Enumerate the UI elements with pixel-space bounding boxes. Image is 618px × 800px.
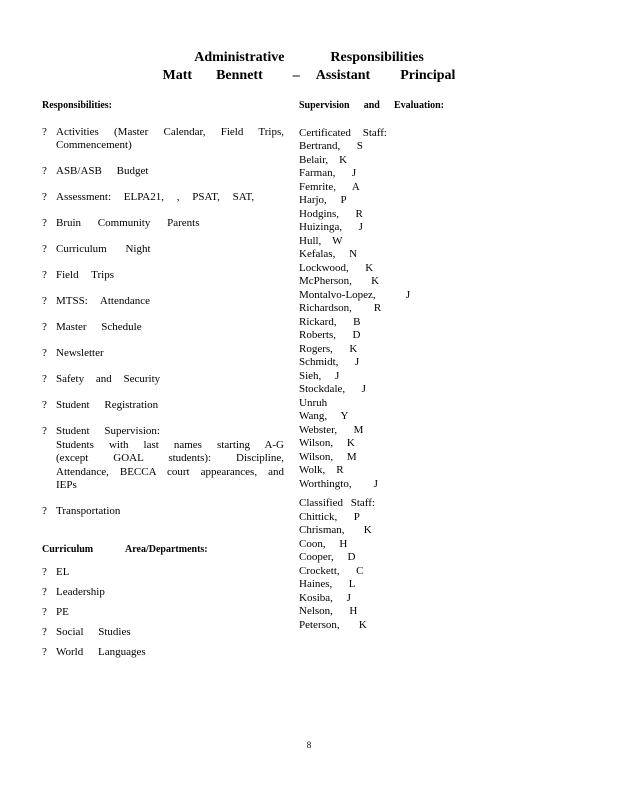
list-item-text: Student Supervision: [56,425,160,437]
staff-name: Haines, L [299,578,356,590]
bullet-icon: ? [42,191,47,203]
list-item [42,399,284,413]
supervision-heading [299,99,444,113]
supervision-line: Attendance, BECCA court appearances, and [56,465,284,478]
list-item [42,295,284,309]
staff-name: Stockdale, J [299,383,366,395]
bullet-icon: ? [42,295,47,307]
list-item [42,217,284,231]
supervision-line: IEPs [56,479,77,491]
staff-name: Coon, H [299,537,348,550]
staff-name: Huizinga, J [299,221,363,233]
bullet-icon: ? [42,626,47,638]
classified-staff-list [299,511,449,633]
certificated-staff-label: Certificated Staff: [299,126,387,139]
staff-name: Harjo, P [299,194,347,206]
title-line-1 [0,50,618,66]
title-word: Bennett [216,68,263,83]
list-item-text: Transportation [56,505,121,517]
title-word: Assistant [315,68,371,83]
list-item [42,425,284,493]
list-item [42,646,284,660]
staff-name: Wilson, K [299,437,355,449]
classified-staff-label: Classified Staff: [299,497,375,509]
bullet-icon: ? [42,606,47,618]
staff-name: Rickard, B [299,315,361,328]
staff-name: Unruh [299,396,328,409]
staff-name: Richardson, R [299,302,382,314]
list-item [42,505,284,519]
bullet-icon: ? [42,399,47,411]
bullet-icon: ? [42,373,47,385]
bullet-icon: ? [42,586,47,598]
staff-name: Worthingto, J [299,477,378,490]
title-word: Principal [400,68,456,83]
staff-name: Nelson, H [299,605,358,617]
page-number: 8 [306,740,312,750]
list-item-text: EL [56,566,70,578]
title-word: Responsibilities [330,50,424,65]
staff-name: Schmidt, J [299,356,360,368]
list-item-text: Activities (Master Calendar, Field Trips, [56,125,284,138]
curriculum-heading: Curriculum Area/Departments: [42,543,208,555]
list-item [42,606,284,620]
staff-name: Crockett, C [299,564,364,577]
staff-name: McPherson, K [299,275,380,287]
bullet-icon: ? [42,566,47,578]
bullet-icon: ? [42,125,47,138]
bullet-icon: ? [42,321,47,333]
list-item [42,626,284,640]
certificated-staff-list [299,140,449,491]
list-item [42,373,284,387]
list-item [42,269,284,283]
staff-name: Belair, K [299,153,348,166]
list-item-text: Bruin Community Parents [56,217,200,229]
title-line-2 [0,68,618,84]
list-item-text: Field Trips [56,269,114,281]
staff-name: Webster, M [299,423,364,436]
staff-name: Chittick, P [299,510,360,523]
list-item-text-cont: Commencement) [56,139,132,151]
list-item-text: Safety and Security [56,373,161,385]
staff-name: Cooper, D [299,551,356,563]
list-item-text: Master Schedule [56,321,142,333]
staff-name: Rogers, K [299,342,358,355]
bullet-icon: ? [42,165,47,177]
staff-name: Kosiba, J [299,591,351,604]
list-item [42,321,284,335]
staff-name: Femrite, A [299,180,360,193]
list-item-text: Leadership [56,586,105,598]
list-item [42,243,284,257]
list-item-text: Assessment: ELPA21, , PSAT, SAT, [56,191,255,203]
supervision-line: (except GOAL students): Discipline, [56,452,284,464]
list-item-text: MTSS: Attendance [56,295,151,307]
list-item-text: Student Registration [56,399,159,411]
staff-name: Bertrand, S [299,140,363,152]
list-item [42,586,284,600]
bullet-icon: ? [42,269,47,281]
heading-word: Evaluation: [393,100,444,111]
title-word: Matt [162,68,193,83]
supervision-line: Students with last names starting A-G [56,438,284,451]
heading-word: Supervision [299,100,350,111]
staff-name: Kefalas, N [299,248,358,260]
list-item [42,126,284,153]
supervision-column [299,99,449,632]
list-item-text: Curriculum Night [56,243,151,255]
staff-name: Wilson, M [299,450,357,463]
list-item [42,165,284,179]
staff-name: Wolk, R [299,464,344,476]
staff-name: Roberts, D [299,329,361,341]
list-item [42,566,284,580]
bullet-icon: ? [42,505,47,517]
bullet-icon: ? [42,646,47,658]
staff-name: Peterson, K [299,618,367,631]
title-word: Administrative [194,50,285,65]
responsibilities-column [42,99,284,666]
list-item-text: PE [56,606,69,618]
list-item-text: World Languages [56,646,146,658]
staff-name: Montalvo-Lopez, J [299,288,411,301]
bullet-icon: ? [42,347,47,359]
staff-name: Chrisman, K [299,524,372,536]
list-item-text: Newsletter [56,347,104,359]
bullet-icon: ? [42,243,47,255]
staff-name: Farman, J [299,167,357,179]
staff-name: Lockwood, K [299,261,374,274]
bullet-icon: ? [42,217,47,229]
list-item [42,191,284,205]
responsibilities-heading: Responsibilities: [42,100,113,111]
heading-word: and [363,100,380,111]
staff-name: Hull, W [299,234,343,247]
staff-name: Wang, Y [299,410,349,422]
bullet-icon: ? [42,425,47,437]
list-item-text: Social Studies [56,626,131,638]
staff-name: Sieh, J [299,369,340,382]
title-word: – [292,68,300,83]
list-item [42,347,284,361]
list-item-text: ASB/ASB Budget [56,165,149,177]
staff-name: Hodgins, R [299,207,363,220]
